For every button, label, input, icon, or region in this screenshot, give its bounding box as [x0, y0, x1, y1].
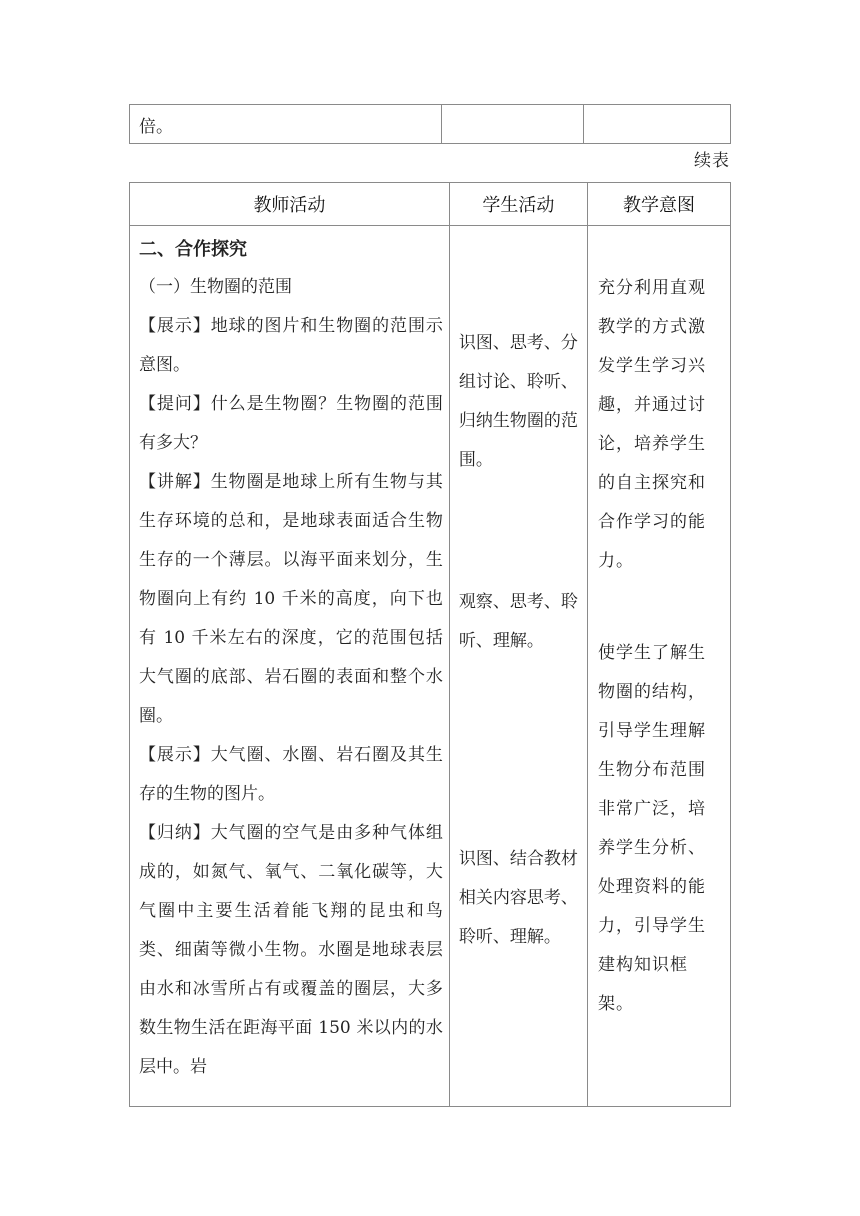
teacher-paragraph-explanation: 【讲解】生物圈是地球上所有生物与其生存环境的总和，是地球表面适合生物生存的一个薄层。以海平面来划分，生物圈向上有约 10 千米的高度，向下也有 10 千米左右的深度，它的范围包括大气圈的底部、岩石圈的表面和整个水圈。	[139, 472, 443, 726]
student-activity-2: 观察、思考、聆听、理解。	[458, 592, 578, 651]
lesson-activity-table	[129, 182, 731, 1107]
previous-intent-cell	[584, 105, 731, 144]
previous-student-cell	[441, 105, 583, 144]
subsection-title: （一）生物圈的范围	[139, 277, 292, 297]
teaching-intent-1: 充分利用直观教学的方式激发学生学习兴趣，并通过讨论，培养学生的自主探究和合作学习的能力。	[597, 278, 706, 571]
student-activity-1: 识图、思考、分组讨论、聆听、归纳生物圈的范围。	[458, 333, 578, 470]
previous-table-fragment	[129, 104, 731, 144]
teacher-paragraph-show-earth: 【展示】地球的图片和生物圈的范围示意图。	[139, 316, 443, 375]
student-activity-3: 识图、结合教材相关内容思考、聆听、理解。	[458, 849, 578, 947]
header-teacher-activity: 教师活动	[130, 183, 450, 226]
header-student-activity: 学生活动	[449, 183, 587, 226]
teaching-intent-2: 使学生了解生物圈的结构，引导学生理解生物分布范围非常广泛，培养学生分析、处理资料的能力，引导学生建构知识框架。	[597, 643, 706, 1014]
teaching-intent-cell	[587, 226, 730, 1107]
student-activity-cell	[449, 226, 587, 1107]
table-row	[130, 226, 731, 1107]
teacher-paragraph-show-spheres: 【展示】大气圈、水圈、岩石圈及其生存的生物的图片。	[139, 745, 443, 804]
table-header-row	[130, 183, 731, 226]
teacher-paragraph-summary: 【归纳】大气圈的空气是由多种气体组成的，如氮气、氧气、二氧化碳等，大气圈中主要生活着能飞翔的昆虫和鸟类、细菌等微小生物。水圈是地球表层由水和冰雪所占有或覆盖的圈层，大多数生物生活在距海平面 150 米以内的水层中。岩	[139, 823, 443, 1077]
section-title: 二、合作探究	[139, 239, 247, 260]
continued-label: 续表	[694, 151, 730, 171]
previous-teacher-cell: 倍。	[130, 105, 442, 144]
teacher-activity-cell	[130, 226, 450, 1107]
header-teaching-intent: 教学意图	[587, 183, 730, 226]
teacher-paragraph-question: 【提问】什么是生物圈？生物圈的范围有多大？	[139, 394, 443, 453]
